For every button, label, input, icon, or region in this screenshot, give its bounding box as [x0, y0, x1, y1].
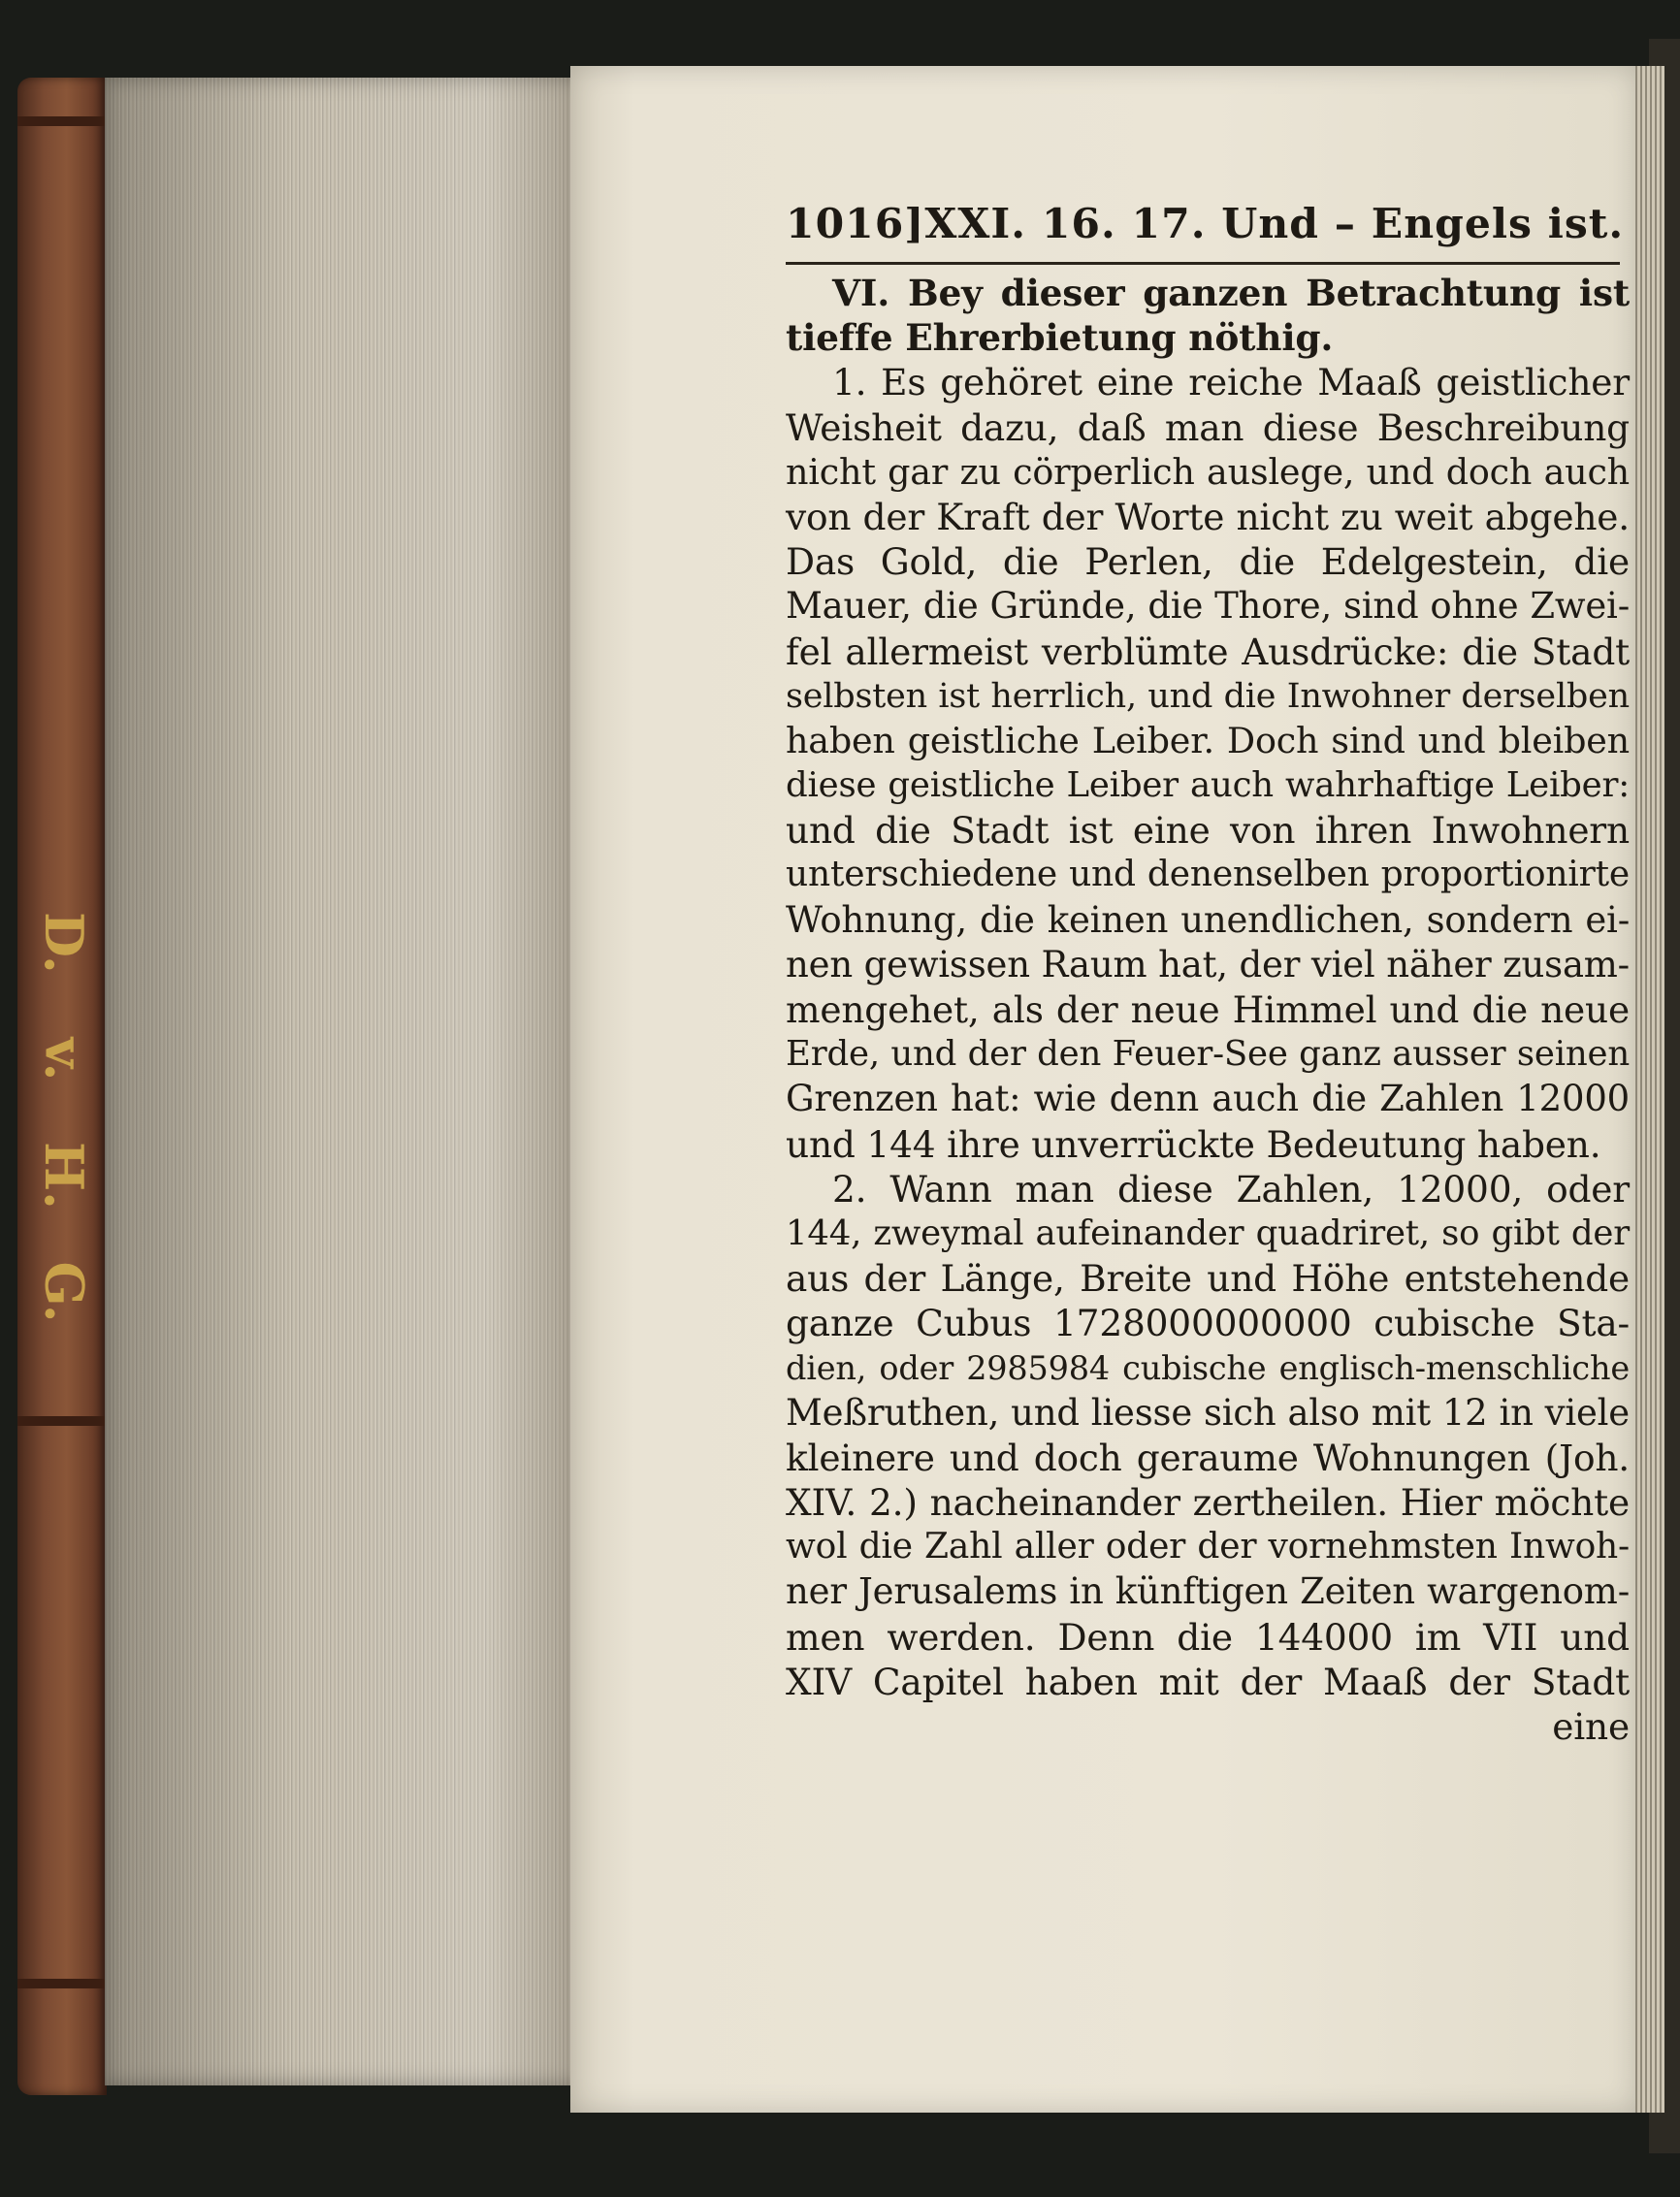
spine-letter: v. — [33, 1037, 95, 1082]
book-spine — [17, 78, 107, 2095]
text-line: aus der Länge, Breite und Höhe entstehende — [786, 1257, 1630, 1301]
text-line: mengehet, als der neue Himmel und die neue — [786, 988, 1630, 1031]
text-line: ganze Cubus 1728000000000 cubische Sta- — [786, 1302, 1630, 1345]
spine-letter: G. — [33, 1261, 95, 1323]
spine-band — [17, 1979, 107, 1988]
text-line: kleinere und doch geraume Wohnungen (Joh. — [786, 1436, 1630, 1479]
text-column — [786, 194, 1630, 1749]
text-line: Mauer, die Gründe, die Thore, sind ohne Zwei- — [786, 585, 1630, 628]
text-line: und die Stadt ist eine von ihren Inwohnern — [786, 809, 1630, 853]
text-line: XIV Capitel haben mit der Maaß der Stadt — [786, 1660, 1630, 1703]
running-header: 1016]XXI. 16. 17. Und – Engels ist. — [786, 200, 1625, 248]
text-line: haben geistliche Leiber. Doch sind und bleiben — [786, 719, 1630, 761]
text-line: von der Kraft der Worte nicht zu weit abgehe. — [786, 495, 1630, 538]
header-rule — [786, 262, 1620, 265]
text-line: XIV. 2.) nacheinander zertheilen. Hier möchte — [786, 1481, 1630, 1525]
text-line: Das Gold, die Perlen, die Edelgestein, die — [786, 540, 1630, 584]
text-line: diese geistliche Leiber auch wahrhaftige Leiber: — [786, 765, 1630, 806]
text-line: 1. Es gehöret eine reiche Maaß geistlicher — [832, 361, 1630, 404]
text-line: Weisheit dazu, daß man diese Beschreibung — [786, 405, 1630, 449]
text-line: wol die Zahl aller oder der vornehmsten Inwoh- — [786, 1527, 1630, 1567]
text-line: fel allermeist verblümte Ausdrücke: die Stadt — [786, 630, 1630, 673]
text-line: Wohnung, die keinen unendlichen, sondern ei- — [786, 898, 1630, 941]
right-page-edges — [1635, 66, 1664, 2113]
spine-band — [17, 1416, 107, 1426]
text-line: selbsten ist herrlich, und die Inwohner derselben — [786, 676, 1630, 716]
spine-letter: D. — [33, 912, 96, 974]
page-edges — [105, 78, 580, 2085]
spine-letter: H. — [33, 1142, 96, 1210]
text-line: Erde, und der den Feuer-See ganz ausser seinen — [786, 1034, 1630, 1075]
text-line: dien, oder 2985984 cubische englisch-menschliche — [786, 1348, 1630, 1387]
text-line: ner Jerusalems in künftigen Zeiten wargenom- — [786, 1570, 1630, 1613]
text-line: VI. Bey dieser ganzen Betrachtung ist — [832, 272, 1630, 314]
text-line: men werden. Denn die 144000 im VII und — [786, 1615, 1630, 1659]
text-line: 2. Wann man diese Zahlen, 12000, oder — [832, 1167, 1630, 1211]
text-line: tieffe Ehrerbietung nöthig. — [786, 316, 1334, 360]
text-line: 144, zweymal aufeinander quadriret, so gibt der — [786, 1212, 1630, 1253]
text-line: nen gewissen Raum hat, der viel näher zusam- — [786, 943, 1630, 985]
spine-lettering — [33, 912, 96, 1323]
text-line: unterschiedene und denenselben proportionirte — [786, 855, 1630, 895]
body-text — [786, 271, 1630, 1749]
text-line: Grenzen hat: wie denn auch die Zahlen 12000 — [786, 1078, 1630, 1120]
text-line: Meßruthen, und liesse sich also mit 12 in viele — [786, 1391, 1630, 1434]
text-line: nicht gar zu cörperlich auslege, und doch auch — [786, 450, 1630, 493]
catchword: eine — [1552, 1705, 1630, 1748]
text-line: und 144 ihre unverrückte Bedeutung haben. — [786, 1122, 1601, 1166]
spine-band — [17, 116, 107, 126]
